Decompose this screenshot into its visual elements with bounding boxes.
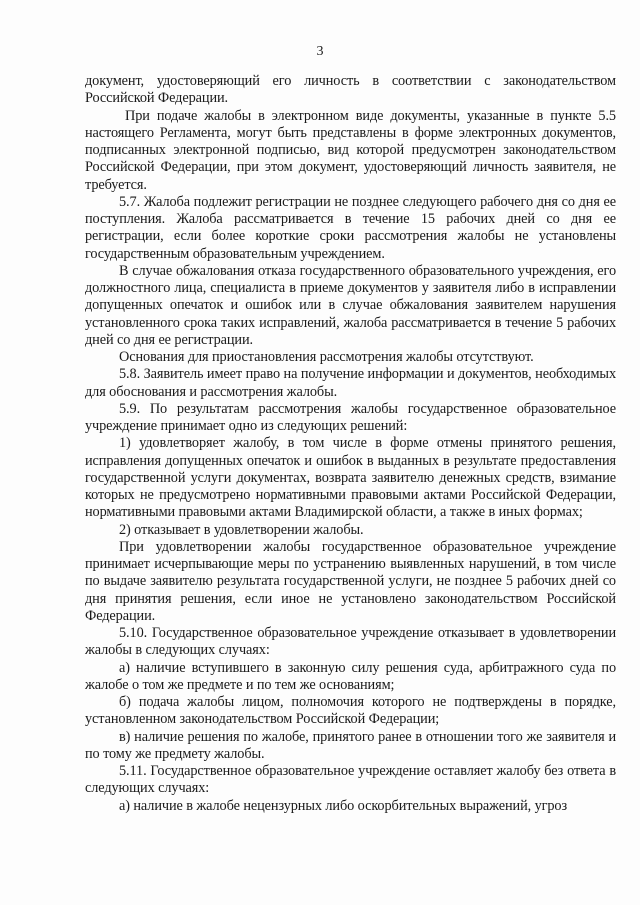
list-item-5-10-v: в) наличие решения по жалобе, принятого ранее в отношении того же заявителя и по тому же предмету жалобы.: [85, 728, 616, 762]
paragraph-no-suspension: Основания для приостановления рассмотрения жалобы отсутствуют.: [119, 349, 534, 365]
document-body: [85, 73, 616, 815]
paragraph-5-9: 5.9. По результатам рассмотрения жалобы государственное образовательное учреждение принимает одно из следующих решений:: [85, 400, 616, 434]
paragraph-5-10: 5.10. Государственное образовательное учреждение отказывает в удовлетворении жалобы в следующих случаях:: [85, 625, 616, 659]
list-item-5-9-2: 2) отказывает в удовлетворении жалобы.: [119, 521, 364, 538]
page-number: 3: [316, 44, 324, 59]
list-item-5-9-1: 1) удовлетворяет жалобу, в том числе в форме отмены принятого решения, исправления допущенных опечаток и ошибок в выданных в результате предоставления государственной услуги документах, возврата заявителю денежных средств, взимание которых не предусмотрено нормативными правовыми актами Российской Федерации, нормативными правовыми актами Владимирской области, а также в иных формах;: [85, 435, 616, 521]
paragraph-5-8: 5.8. Заявитель имеет право на получение информации и документов, необходимых для обоснования и рассмотрения жалобы.: [85, 366, 616, 400]
list-item-5-10-b: б) подача жалобы лицом, полномочия которого не подтверждены в порядке, установленном законодательством Российской Федерации;: [85, 694, 616, 728]
paragraph-identity-document: документ, удостоверяющий его личность в соответствии с законодательством Российской Федерации.: [85, 73, 616, 107]
paragraph-5-11: 5.11. Государственное образовательное учреждение оставляет жалобу без ответа в следующих случаях:: [85, 763, 616, 797]
paragraph-5-7: 5.7. Жалоба подлежит регистрации не позднее следующего рабочего дня со дня ее поступления. Жалоба рассматривается в течение 15 рабочих дней со дня ее регистрации, если более короткие сроки рассмотрения жалобы не установлены государственным образовательным учреждением.: [85, 193, 616, 262]
list-item-5-10-a: а) наличие вступившего в законную силу решения суда, арбитражного суда по жалобе о том же предмете и по тем же основаниям;: [85, 659, 616, 693]
paragraph-refusal-appeal: В случае обжалования отказа государственного образовательного учреждения, его должностного лица, специалиста в приеме документов у заявителя либо в исправлении допущенных опечаток и ошибок или в случае обжалования заявителем нарушения установленного срока таких исправлений, жалоба рассматривается в течение 5 рабочих дней со дня ее регистрации.: [85, 262, 616, 348]
paragraph-satisfaction-measures: При удовлетворении жалобы государственное образовательное учреждение принимает исчерпывающие меры по устранению выявленных нарушений, в том числе по выдаче заявителю результата государственной услуги, не позднее 5 рабочих дней со дня принятия решения, если иное не установлено законодательством Российской Федерации.: [85, 538, 616, 624]
list-item-5-11-a: а) наличие в жалобе нецензурных либо оскорбительных выражений, угроз: [119, 797, 568, 814]
paragraph-electronic-submission: При подаче жалобы в электронном виде документы, указанные в пункте 5.5 настоящего Регламента, могут быть представлены в форме электронных документов, подписанных электронной подписью, вид которой предусмотрен законодательством Российской Федерации, при этом документ, удостоверяющий личность заявителя, не требуется.: [85, 107, 616, 193]
